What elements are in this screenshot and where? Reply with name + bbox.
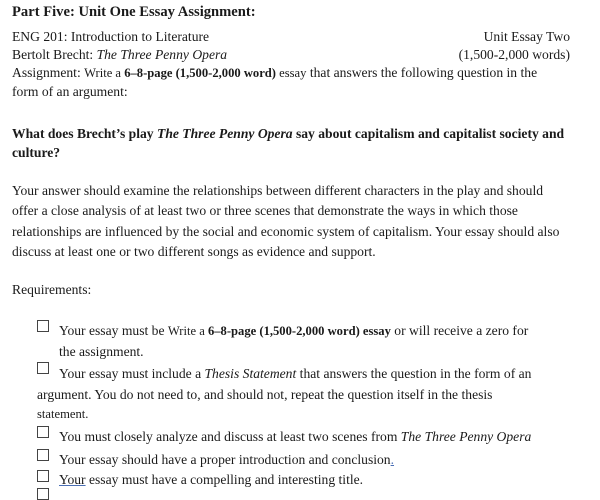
requirement-5-text bbox=[59, 472, 363, 488]
requirement-4-mark: . bbox=[390, 452, 395, 467]
requirement-2-term: Thesis Statement bbox=[204, 366, 297, 381]
requirement-1-checkbox[interactable] bbox=[37, 320, 49, 332]
requirement-1-line-2: the assignment. bbox=[59, 344, 144, 359]
assignment-essay: essay bbox=[276, 66, 307, 80]
requirement-5-checkbox[interactable] bbox=[37, 470, 49, 482]
requirement-1-essay: essay bbox=[359, 324, 391, 338]
requirement-2-post: that answers the question in the form of an bbox=[296, 366, 532, 381]
requirement-1-pre: Your essay must be bbox=[59, 323, 168, 338]
requirement-2-line-2: argument. You do not need to, and should not, repeat the question itself in the thesis bbox=[37, 387, 493, 402]
requirement-5-first-word: Your bbox=[59, 472, 86, 487]
requirement-1-post: or will receive a zero for bbox=[390, 323, 529, 338]
requirement-6-checkbox[interactable] bbox=[37, 488, 49, 500]
requirement-3-checkbox[interactable] bbox=[37, 426, 49, 438]
requirement-2-checkbox[interactable] bbox=[37, 362, 49, 374]
assignment-length: 6–8-page (1,500-2,000 word) bbox=[124, 66, 276, 80]
work-author: Bertolt Brecht: bbox=[12, 47, 97, 62]
page-title: Part Five: Unit One Essay Assignment: bbox=[12, 4, 256, 20]
assignment-line-2: form of an argument: bbox=[12, 84, 128, 99]
requirement-4-text bbox=[59, 452, 394, 468]
requirement-3-pre: You must closely analyze and discuss at least two scenes from bbox=[59, 429, 401, 444]
question-post: say about capitalism and capitalist society and culture? bbox=[12, 126, 565, 160]
work-line bbox=[12, 47, 227, 63]
requirement-4-sentence: Your essay should have a proper introduction and conclusion bbox=[59, 452, 391, 467]
requirement-5-rest: essay must have a compelling and interesting title. bbox=[85, 472, 364, 487]
work-title: The Three Penny Opera bbox=[96, 47, 228, 62]
assignment-line bbox=[12, 65, 537, 81]
requirement-3-title: The Three Penny Opera bbox=[400, 429, 532, 444]
essay-question bbox=[12, 125, 592, 162]
assignment-write: Write a bbox=[84, 66, 125, 80]
question-pre: What does Brecht’s play bbox=[12, 126, 158, 141]
unit-label: Unit Essay Two bbox=[483, 29, 570, 44]
instructions-paragraph: Your answer should examine the relationships between different characters in the play and should offer a close analysis of at least two or three scenes that demonstrate the ways in which those relationships are influenced by the social and economic system of capitalism. Your essay should also discuss at least one or two different songs as evidence and support. bbox=[12, 183, 560, 259]
assignment-label: Assignment: bbox=[12, 65, 85, 80]
requirement-1-text bbox=[59, 323, 528, 339]
question-title: The Three Penny Opera bbox=[157, 126, 293, 141]
word-range: (1,500-2,000 words) bbox=[458, 47, 570, 62]
requirement-3-text bbox=[59, 429, 531, 445]
requirement-2-line-3: statement. bbox=[37, 407, 89, 421]
assignment-rest: that answers the following question in the bbox=[306, 65, 538, 80]
requirement-4-checkbox[interactable] bbox=[37, 449, 49, 461]
requirement-2-pre: Your essay must include a bbox=[59, 366, 205, 381]
course-name: ENG 201: Introduction to Literature bbox=[12, 29, 210, 44]
requirement-1-length: 6–8-page (1,500-2,000 word) bbox=[207, 324, 360, 338]
requirement-1-write: Write a bbox=[167, 324, 208, 338]
requirement-2-text bbox=[59, 366, 531, 382]
requirements-heading: Requirements: bbox=[12, 282, 92, 297]
